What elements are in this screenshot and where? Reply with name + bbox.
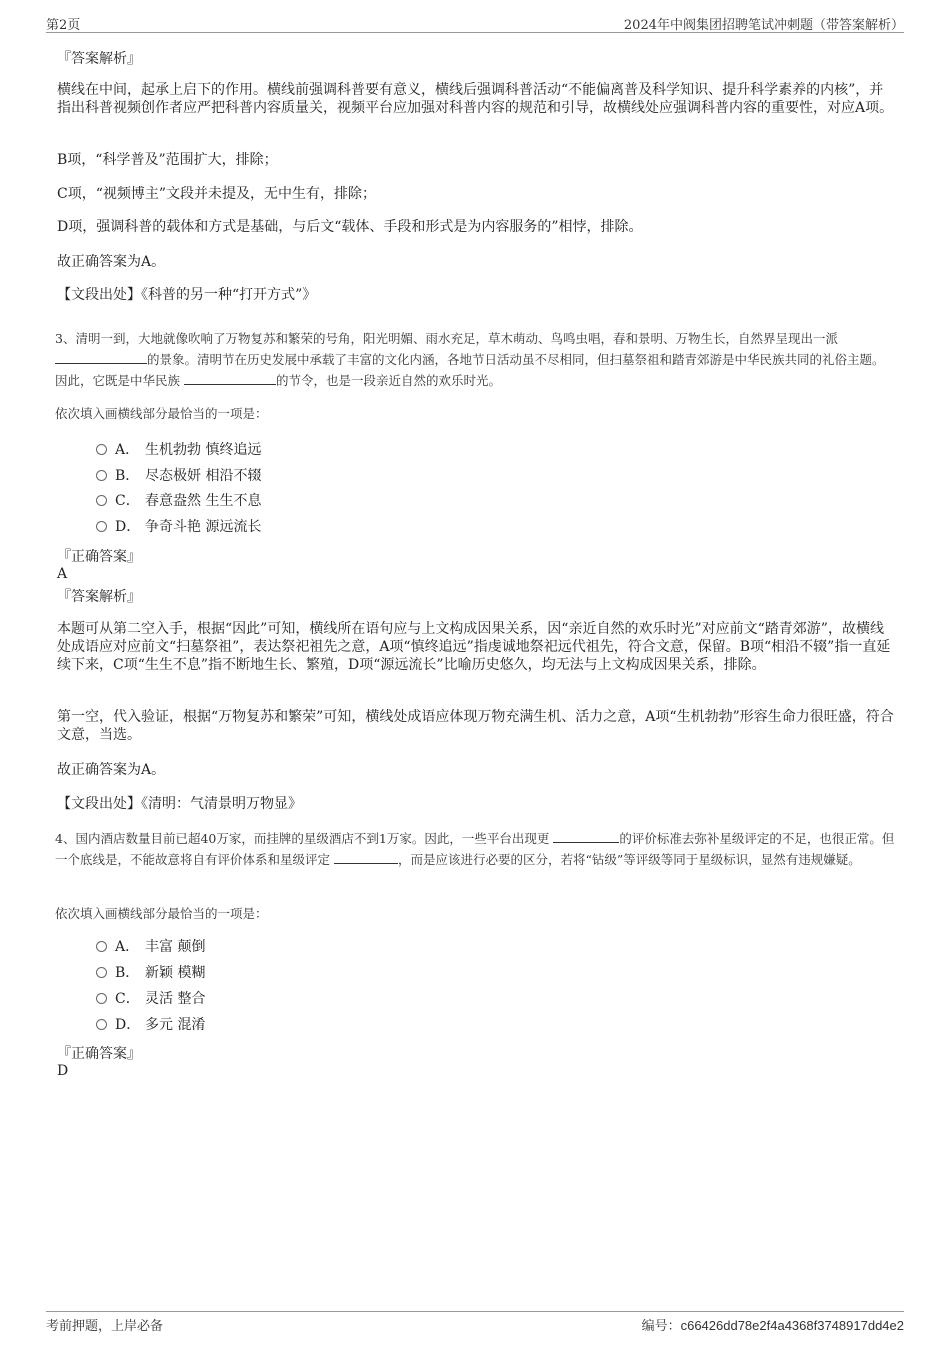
question-3-text: 3、清明一到，大地就像吹响了万物复苏和繁荣的号角，阳光明媚、雨水充足，草木萌动、鸟鸣虫唱，春和景明、万物生长，自然界呈现出一派的景象。清明节在历史发展中承载了丰富的文化内涵，各地节日活动虽不尽相同，但扫墓祭祖和踏青郊游是中华民族共同的礼俗主题。因此，它既是中华民族 的节令，也是一段亲近自然的欢乐时光。: [55, 331, 885, 388]
correct-answer: A: [57, 566, 68, 582]
conclusion: 故正确答案为A。: [57, 254, 166, 270]
analysis-label: 『答案解析』: [57, 51, 141, 67]
blank: [55, 349, 147, 364]
source-citation: 【文段出处】《科普的另一种“打开方式”》: [57, 287, 317, 303]
analysis-label: 『答案解析』: [57, 589, 141, 605]
analysis-paragraph: 第一空，代入验证，根据“万物复苏和繁荣”可知，横线处成语应体现万物充满生机、活力之意，A项“生机勃勃”形容生命力很旺盛，符合文意，当选。: [57, 709, 894, 743]
radio-icon[interactable]: [96, 1019, 107, 1030]
option-a[interactable]: A． 生机勃勃 慎终追远: [96, 440, 261, 460]
radio-icon[interactable]: [96, 470, 107, 481]
radio-icon[interactable]: [96, 495, 107, 506]
footer-slogan: 考前押题，上岸必备: [46, 1319, 164, 1334]
document-title: 2024年中阀集团招聘笔试冲刺题（带答案解析）: [623, 18, 904, 33]
option-d[interactable]: D． 多元 混淆: [96, 1015, 205, 1035]
radio-icon[interactable]: [96, 444, 107, 455]
question-prompt: 依次填入画横线部分最恰当的一项是：: [55, 906, 268, 921]
radio-icon[interactable]: [96, 967, 107, 978]
blank: [553, 828, 619, 843]
source-citation: 【文段出处】《清明：气清景明万物显》: [57, 796, 302, 812]
page-header: [46, 12, 904, 33]
option-b[interactable]: B． 新颖 模糊: [96, 963, 205, 983]
blank: [184, 370, 276, 385]
page-number: 第2页: [46, 18, 81, 33]
correct-answer-label: 『正确答案』: [57, 549, 141, 565]
option-c[interactable]: C． 灵活 整合: [96, 989, 205, 1009]
analysis-paragraph: D项，强调科普的载体和方式是基础，与后文“载体、手段和形式是为内容服务的”相悖，排除。: [57, 219, 643, 235]
question-prompt: 依次填入画横线部分最恰当的一项是：: [55, 406, 268, 421]
analysis-paragraph: 本题可从第二空入手，根据“因此”可知，横线所在语句应与上文构成因果关系，因“亲近自然的欢乐时光”对应前文“踏青郊游”，故横线处成语应对应前文“扫墓祭祖”，表达祭祀祖先之意，A项“慎终追远”指虔诚地祭祀远代祖先，符合文意，保留。B项“相沿不辍”指一直延续下来，C项“生生不息”指不断地生长、繁殖，D项“源远流长”比喻历史悠久，均无法与上文构成因果关系，排除。: [57, 621, 891, 673]
document-code: 编号：c66426dd78e2f4a4368f3748917dd4e2: [641, 1318, 904, 1334]
correct-answer: D: [57, 1063, 69, 1079]
page-footer: [46, 1311, 904, 1336]
option-d[interactable]: D． 争奇斗艳 源远流长: [96, 517, 261, 537]
option-c[interactable]: C． 春意盎然 生生不息: [96, 491, 261, 511]
blank: [334, 849, 398, 864]
correct-answer-label: 『正确答案』: [57, 1046, 141, 1062]
conclusion: 故正确答案为A。: [57, 762, 166, 778]
radio-icon[interactable]: [96, 941, 107, 952]
radio-icon[interactable]: [96, 993, 107, 1004]
question-4-text: 4、国内酒店数量目前已超40万家，而挂牌的星级酒店不到1万家。因此，一些平台出现更 的评价标准去弥补星级评定的不足，也很正常。但一个底线是，不能故意将自有评价体系和星级评定 ，而是应该进行必要的区分，若将“钻级”等评级等同于星级标识，显然有违规嫌疑。: [55, 828, 895, 870]
option-b[interactable]: B． 尽态极妍 相沿不辍: [96, 466, 261, 486]
option-a[interactable]: A． 丰富 颠倒: [96, 937, 205, 957]
analysis-paragraph: C项，“视频博主”文段并未提及，无中生有，排除；: [57, 186, 377, 202]
analysis-paragraph: B项，“科学普及”范围扩大，排除；: [57, 152, 278, 168]
radio-icon[interactable]: [96, 521, 107, 532]
analysis-paragraph: 横线在中间，起承上启下的作用。横线前强调科普要有意义，横线后强调科普活动“不能偏离普及科学知识、提升科学素养的内核”，并指出科普视频创作者应严把科普内容质量关，视频平台应加强对科普内容的规范和引导，故横线处应强调科普内容的重要性，对应A项。: [57, 82, 894, 116]
